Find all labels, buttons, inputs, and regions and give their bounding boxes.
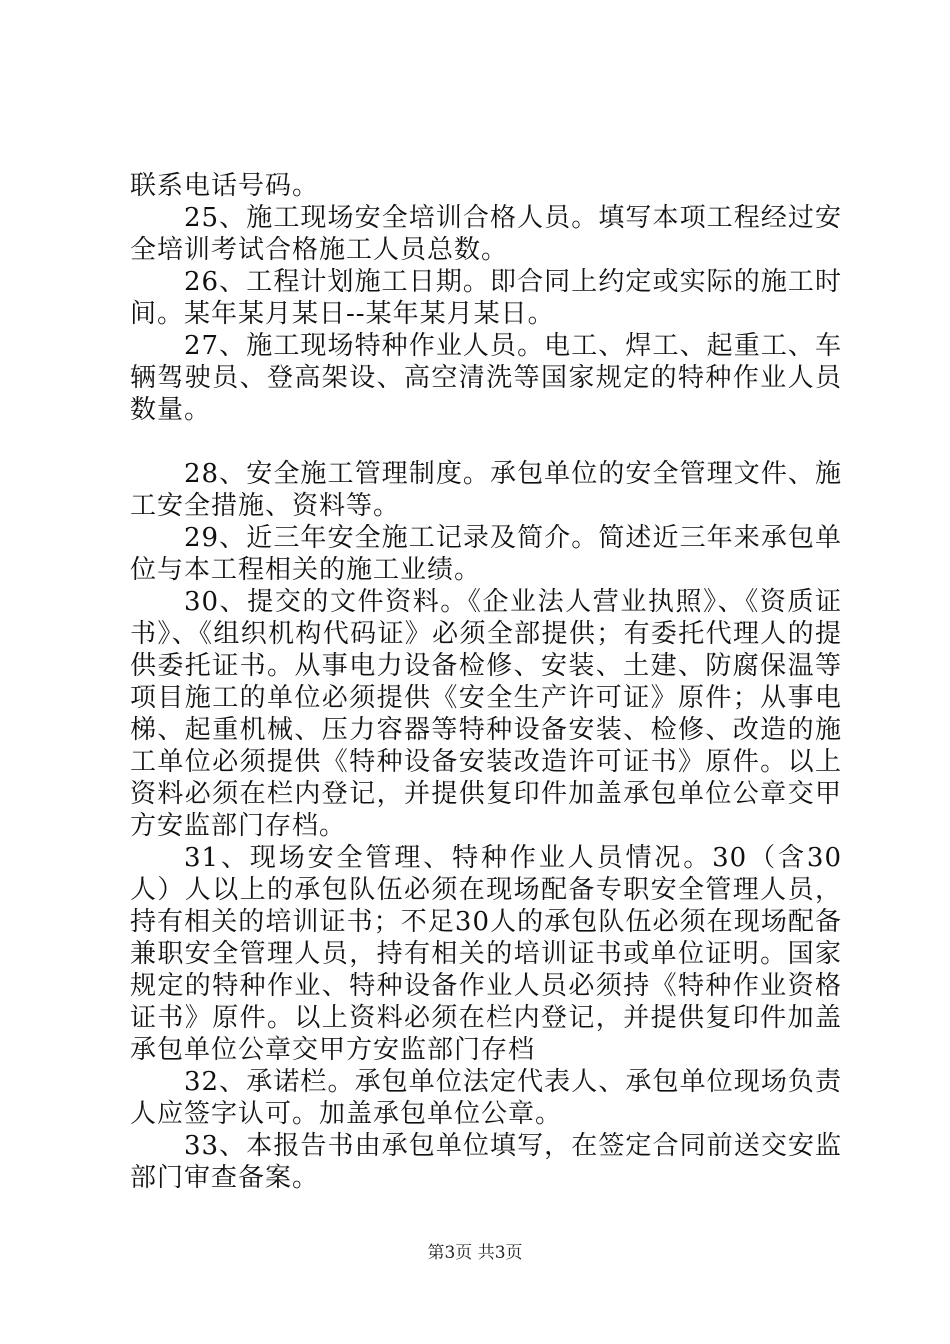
paragraph-item-28: 28、安全施工管理制度。承包单位的安全管理文件、施工安全措施、资料等。: [130, 459, 842, 521]
paragraph-item-27: 27、施工现场特种作业人员。电工、焊工、起重工、车辆驾驶员、登高架设、高空清洗等国家规定的特种作业人员数量。: [130, 331, 842, 425]
document-body: [130, 170, 842, 1194]
paragraph-item-32: 32、承诺栏。承包单位法定代表人、承包单位现场负责人应签字认可。加盖承包单位公章。: [130, 1067, 842, 1129]
paragraph-item-26: 26、工程计划施工日期。即合同上约定或实际的施工时间。某年某月某日--某年某月某日。: [130, 267, 842, 329]
paragraph-item-25: 25、施工现场安全培训合格人员。填写本项工程经过安全培训考试合格施工人员总数。: [130, 203, 842, 265]
page-footer: 第3页 共3页: [427, 1243, 523, 1263]
paragraph-item-29: 29、近三年安全施工记录及简介。简述近三年来承包单位与本工程相关的施工业绩。: [130, 523, 842, 585]
paragraph-item-33: 33、本报告书由承包单位填写，在签定合同前送交安监部门审查备案。: [130, 1131, 842, 1193]
paragraph-continuation: 联系电话号码。: [130, 171, 320, 201]
paragraph-item-30: 30、提交的文件资料。《企业法人营业执照》、《资质证书》、《组织机构代码证》必须全部提供；有委托代理人的提供委托证书。从事电力设备检修、安装、土建、防腐保温等项目施工的单位必须提供《安全生产许可证》原件；从事电梯、起重机械、压力容器等特种设备安装、检修、改造的施工单位必须提供《特种设备安装改造许可证书》原件。以上资料必须在栏内登记，并提供复印件加盖承包单位公章交甲方安监部门存档。: [130, 587, 842, 841]
paragraph-item-31: 31、现场安全管理、特种作业人员情况。30（含30人）人以上的承包队伍必须在现场配备专职安全管理人员，持有相关的培训证书；不足30人的承包队伍必须在现场配备兼职安全管理人员，持有相关的培训证书或单位证明。国家规定的特种作业、特种设备作业人员必须持《特种作业资格证书》原件。以上资料必须在栏内登记，并提供复印件加盖承包单位公章交甲方安监部门存档: [130, 843, 842, 1065]
